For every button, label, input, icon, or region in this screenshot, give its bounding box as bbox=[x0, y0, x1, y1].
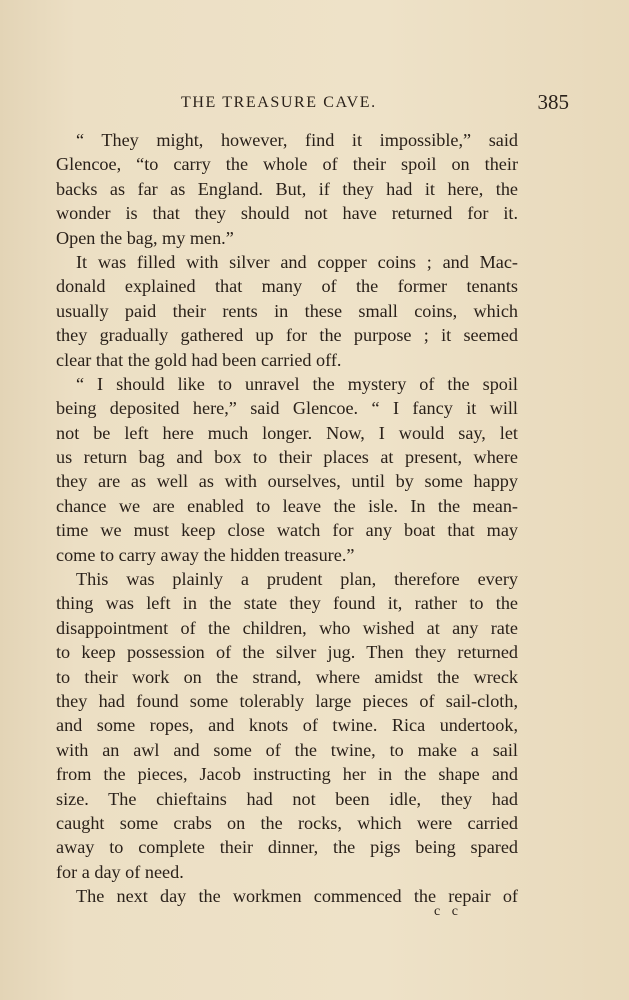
text-line: “ They might, however, find it impossible,” said bbox=[76, 130, 518, 150]
text-line: Glencoe, “to carry the whole of their spoil on their bbox=[56, 154, 518, 175]
signature-mark: c c bbox=[434, 904, 462, 919]
text-line: usually paid their rents in these small coins, which bbox=[56, 300, 518, 321]
running-title: THE TREASURE CAVE. bbox=[181, 94, 377, 111]
text-line: disappointment of the children, who wished at any rate bbox=[56, 617, 518, 638]
text-line: and some ropes, and knots of twine. Rica undertook, bbox=[56, 715, 518, 736]
text-line: time we must keep close watch for any boat that may bbox=[56, 520, 518, 541]
text-line: This was plainly a prudent plan, therefore every bbox=[76, 569, 518, 590]
text-line: “ I should like to unravel the mystery of the spoil bbox=[76, 373, 518, 394]
text-line: for a day of need. bbox=[56, 861, 184, 882]
text-line: they are as well as with ourselves, until by some happy bbox=[56, 471, 518, 492]
text-line: us return bag and box to their places at present, where bbox=[56, 447, 518, 468]
text-line: they gradually gathered up for the purpose ; it seemed bbox=[56, 325, 518, 346]
text-line: caught some crabs on the rocks, which were carried bbox=[56, 812, 518, 833]
text-line: The next day the workmen commenced the repair of bbox=[76, 886, 518, 907]
text-line: being deposited here,” said Glencoe. “ I fancy it will bbox=[56, 398, 518, 419]
text-line: away to complete their dinner, the pigs being spared bbox=[56, 837, 518, 858]
text-line: they had found some tolerably large pieces of sail-cloth, bbox=[56, 690, 518, 711]
page-number: 385 bbox=[537, 90, 569, 114]
text-line: wonder is that they should not have returned for it. bbox=[56, 203, 518, 224]
text-line: size. The chieftains had not been idle, they had bbox=[56, 788, 518, 809]
text-line: come to carry away the hidden treasure.” bbox=[56, 544, 355, 565]
text-line: Open the bag, my men.” bbox=[56, 227, 234, 248]
text-line: chance we are enabled to leave the isle. In the mean- bbox=[56, 495, 518, 516]
text-line: thing was left in the state they found it, rather to the bbox=[56, 593, 518, 614]
text-line: It was filled with silver and copper coins ; and Mac- bbox=[76, 251, 518, 272]
text-line: clear that the gold had been carried off. bbox=[56, 349, 342, 370]
text-line: with an awl and some of the twine, to make a sail bbox=[56, 739, 518, 760]
body-text bbox=[56, 128, 518, 909]
text-line: from the pieces, Jacob instructing her in the shape and bbox=[56, 764, 518, 785]
page-header bbox=[56, 90, 569, 120]
text-line: to their work on the strand, where amidst the wreck bbox=[56, 666, 518, 687]
text-line: not be left here much longer. Now, I would say, let bbox=[56, 422, 518, 443]
text-line: donald explained that many of the former tenants bbox=[56, 276, 518, 297]
text-line: backs as far as England. But, if they had it here, the bbox=[56, 178, 518, 199]
text-line: to keep possession of the silver jug. Then they returned bbox=[56, 642, 518, 663]
